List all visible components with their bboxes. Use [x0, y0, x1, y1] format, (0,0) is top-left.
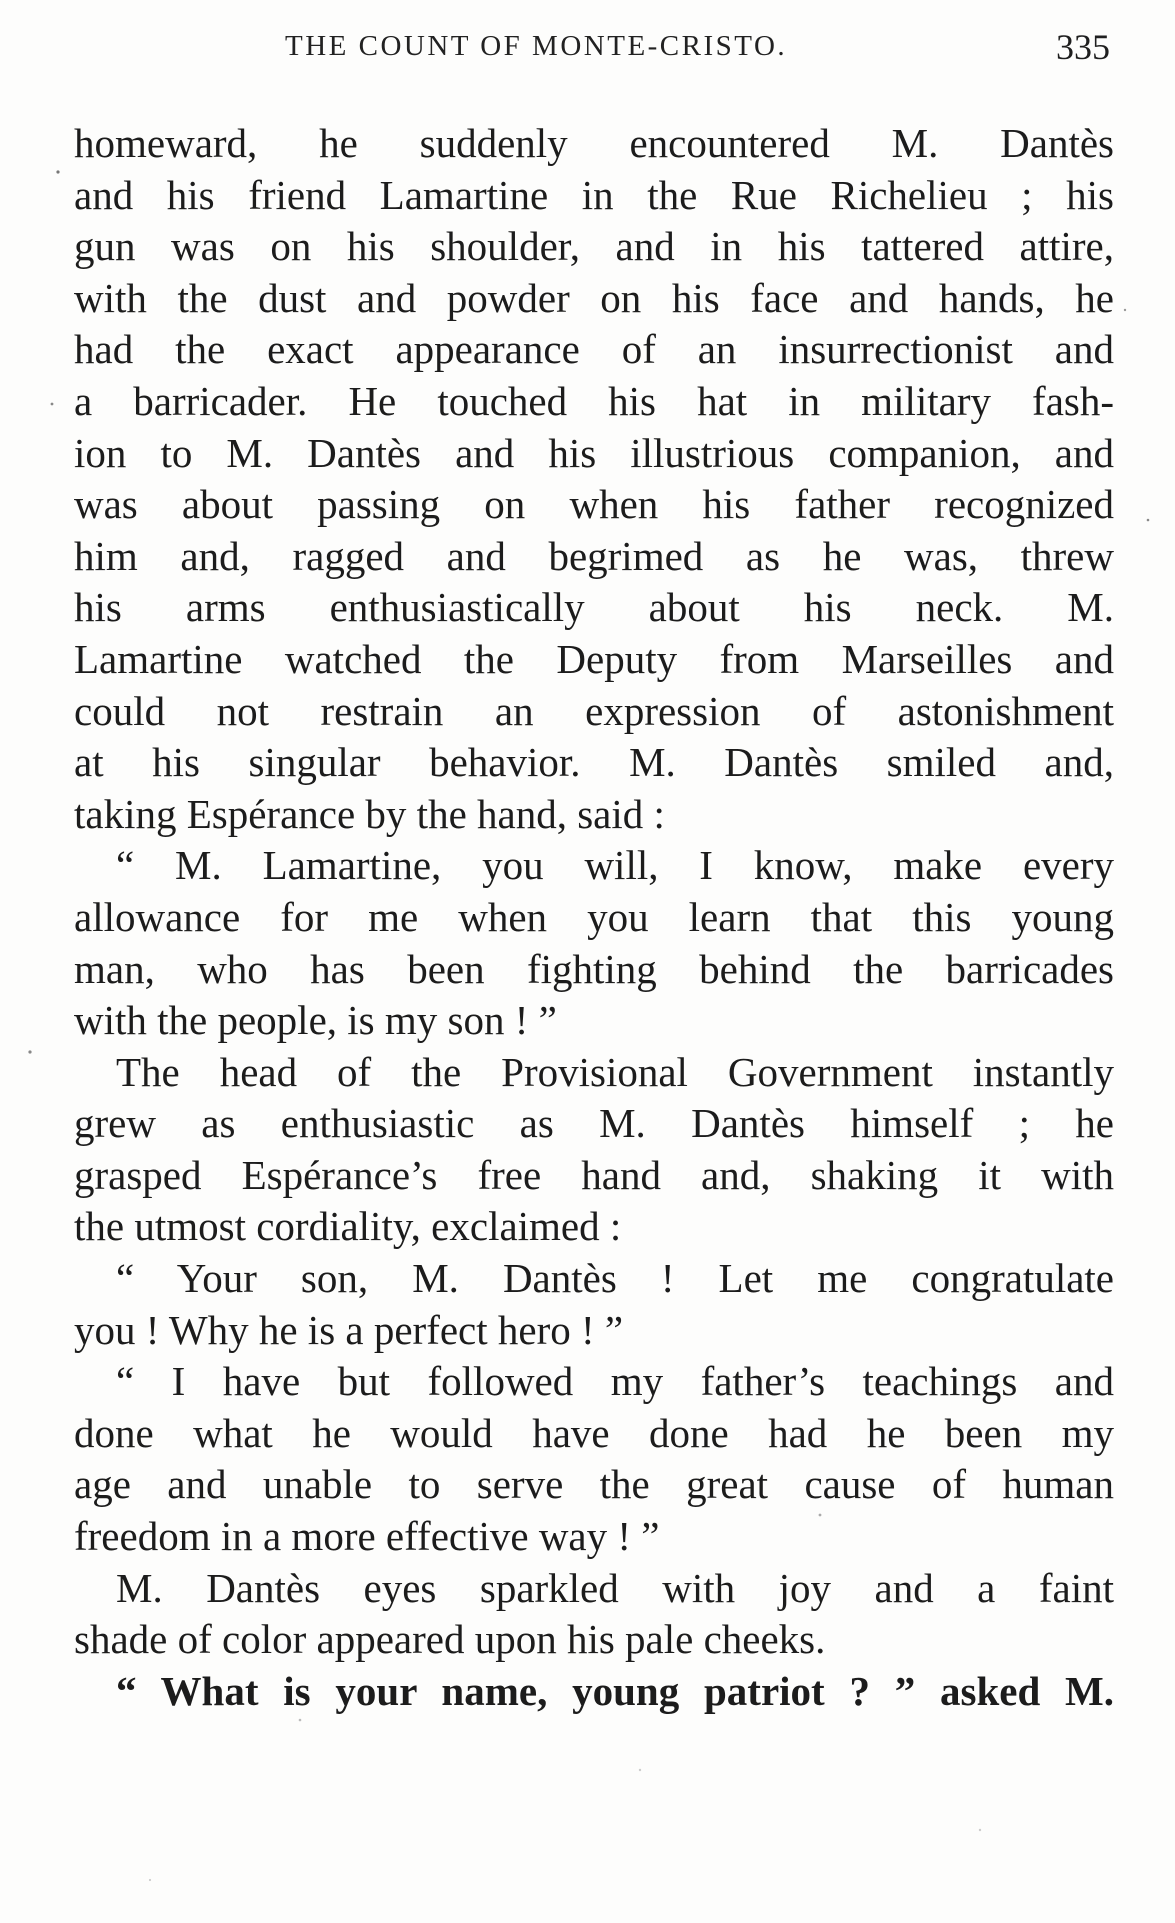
running-head: [70, 22, 1110, 72]
speck: [149, 1879, 151, 1881]
speck: [28, 1050, 31, 1053]
text-line: taking Espérance by the hand, said :: [74, 790, 665, 837]
text-line: homeward, he suddenly encountered M. Dantès: [74, 120, 1114, 166]
text-line: the utmost cordiality, exclaimed :: [74, 1203, 622, 1250]
speck: [299, 1719, 302, 1722]
text-line: M. Dantès eyes sparkled with joy and a faint: [116, 1564, 1114, 1611]
text-line: was about passing on when his father recognized: [74, 481, 1114, 528]
speck: [56, 170, 59, 173]
text-line: with the people, is my son ! ”: [74, 997, 557, 1044]
text-line: shade of color appeared upon his pale cheeks.: [74, 1616, 826, 1663]
text-line: gun was on his shoulder, and in his tattered attire,: [74, 223, 1114, 270]
text-line: Lamartine watched the Deputy from Marseilles and: [74, 635, 1114, 682]
text-line: ion to M. Dantès and his illustrious companion, and: [74, 429, 1114, 476]
text-line: grasped Espérance’s free hand and, shaking it with: [74, 1151, 1114, 1198]
text-line: “ Your son, M. Dantès ! Let me congratulate: [116, 1255, 1114, 1302]
text-line: and his friend Lamartine in the Rue Richelieu ; his: [74, 171, 1114, 218]
text-line: The head of the Provisional Government instantly: [116, 1048, 1114, 1095]
text-line: grew as enthusiastic as M. Dantès himself ; he: [74, 1100, 1114, 1147]
speck: [639, 1769, 641, 1771]
running-title: THE COUNT OF MONTE-CRISTO.: [285, 30, 788, 62]
body-text: [74, 118, 1114, 1717]
page-number: 335: [1056, 27, 1110, 67]
text-line: could not restrain an expression of astonishment: [74, 687, 1114, 734]
text-line: age and unable to serve the great cause of human: [74, 1461, 1114, 1508]
text-line: freedom in a more effective way ! ”: [74, 1513, 660, 1560]
text-line: at his singular behavior. M. Dantès smiled and,: [74, 739, 1114, 786]
text-line: done what he would have done had he been my: [74, 1409, 1114, 1456]
text-line: man, who has been fighting behind the barricades: [74, 945, 1114, 992]
text-line: allowance for me when you learn that this young: [74, 893, 1114, 940]
speck: [1124, 309, 1126, 311]
text-line: you ! Why he is a perfect hero ! ”: [74, 1306, 624, 1353]
speck: [51, 403, 54, 406]
text-line: him and, ragged and begrimed as he was, threw: [74, 532, 1114, 579]
text-line: “ I have but followed my father’s teachings and: [116, 1358, 1114, 1405]
speck: [979, 1829, 981, 1831]
text-line: “ What is your name, young patriot ? ” asked M.: [116, 1667, 1114, 1714]
text-line: with the dust and powder on his face and hands, he: [74, 274, 1114, 321]
speck: [1147, 519, 1150, 522]
text-line: had the exact appearance of an insurrectionist and: [74, 326, 1114, 373]
text-line: “ M. Lamartine, you will, I know, make every: [116, 842, 1114, 889]
text-line: his arms enthusiastically about his neck. M.: [74, 584, 1114, 631]
text-line: a barricader. He touched his hat in military fash-: [74, 377, 1114, 424]
